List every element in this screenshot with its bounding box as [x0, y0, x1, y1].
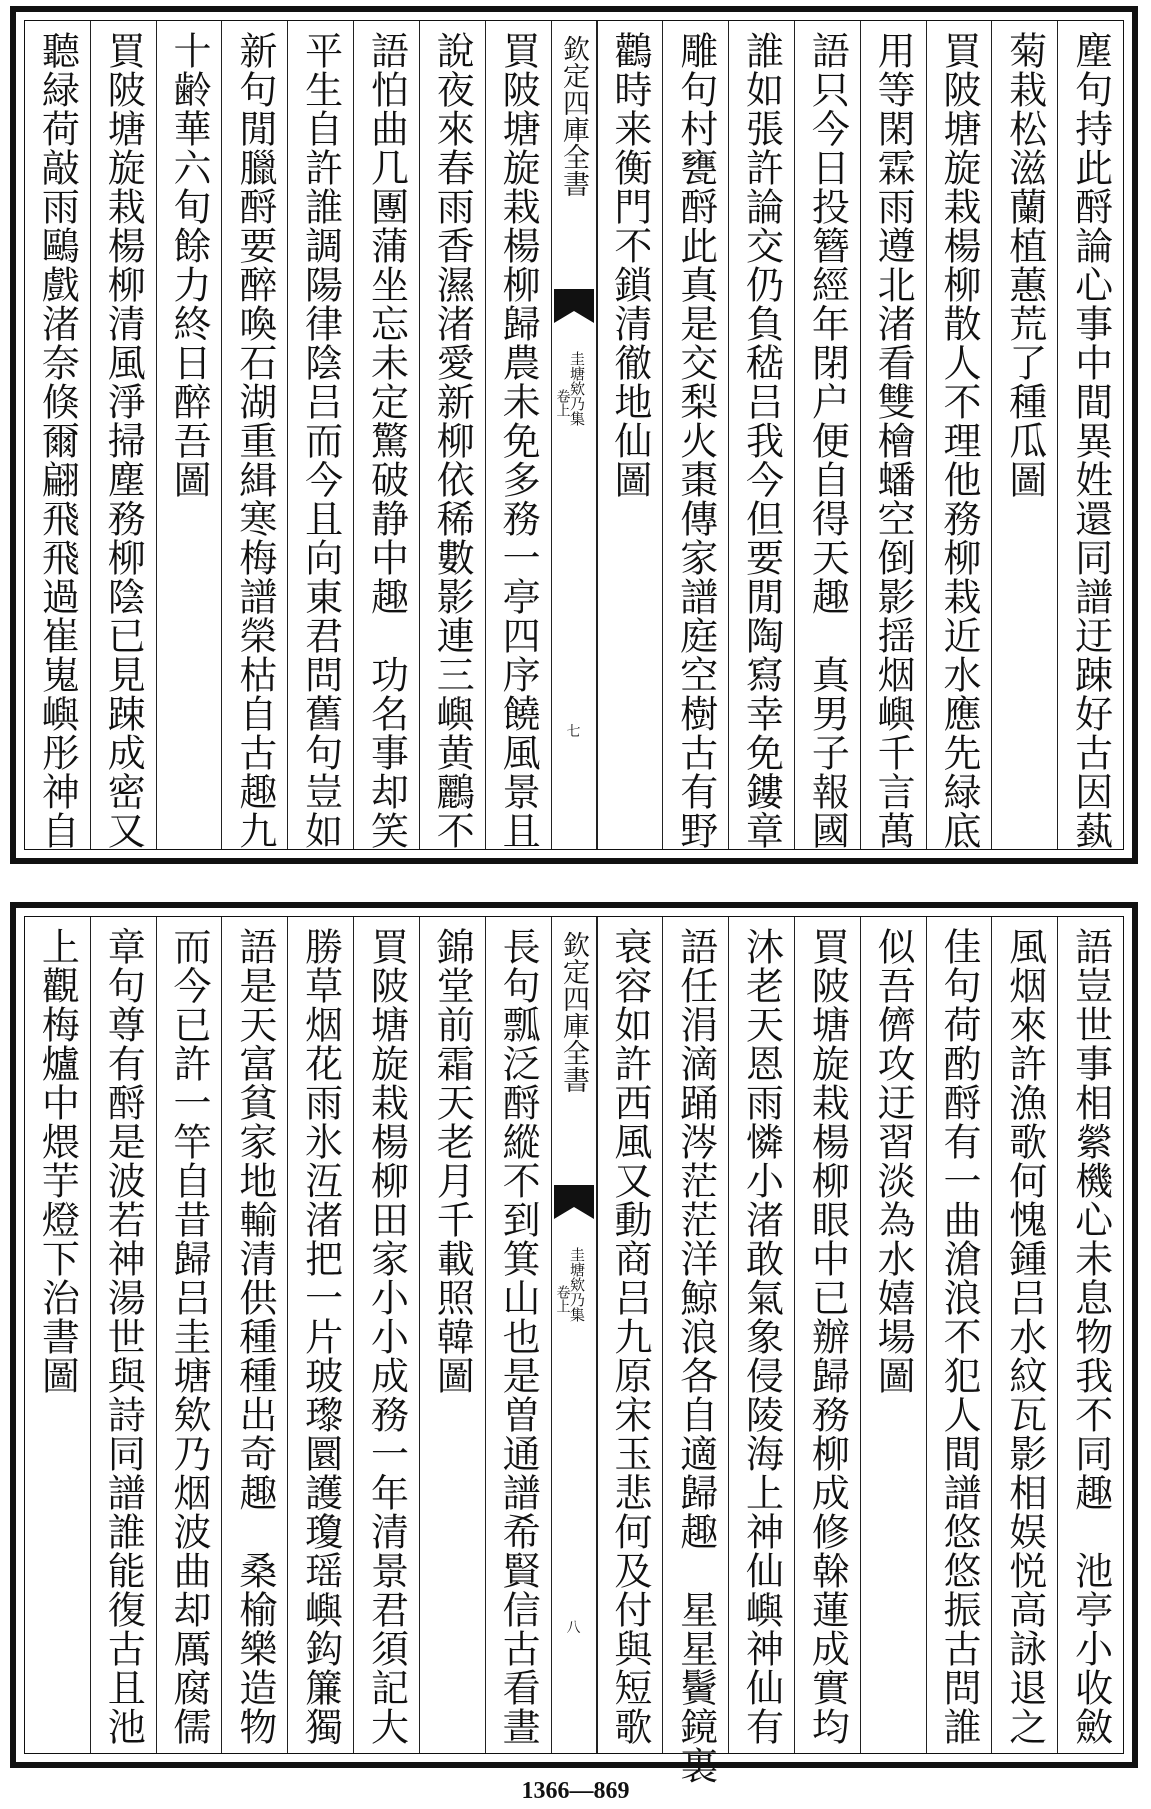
center-fold-column — [551, 21, 597, 849]
volume-label: 卷上 — [554, 1285, 571, 1313]
column-text: 風烟來許漁歌何愧鍾吕水紋瓦影相娱悦高詠退之 — [1002, 927, 1047, 1746]
text-column — [991, 917, 1057, 1753]
column-text: 買陂塘旋栽楊柳散人不理他務柳栽近水應先緑底 — [936, 31, 981, 850]
text-column — [485, 21, 551, 849]
column-text: 長句瓢泛酹縱不到箕山也是曽通譜希賢信古看晝 — [496, 927, 541, 1746]
column-text: 佳句荷酌酹有一曲滄浪不犯人間譜悠悠振古問誰 — [936, 927, 981, 1746]
volume-label: 卷上 — [554, 389, 571, 417]
column-text: 平生自許誰調陽律陰吕而今且向東君問舊句豈如 — [298, 31, 343, 850]
text-column — [728, 21, 794, 849]
text-column — [662, 21, 728, 849]
bottom-page-columns — [25, 917, 1123, 1785]
fish-tail-mark — [554, 1185, 594, 1207]
page-number: 七 — [566, 724, 581, 740]
text-column — [860, 917, 926, 1753]
column-text: 聽緑荷敲雨鷗戲渚奈倏爾翩飛飛過崔嵬嶼彤神自 — [35, 31, 80, 850]
column-text: 語豈世事相縈機心未息物我不同趣 池亭小收斂 — [1068, 927, 1113, 1746]
library-title: 欽定四庫全書 — [558, 931, 589, 1093]
text-column — [353, 917, 419, 1753]
fish-tail-mark — [554, 289, 594, 311]
text-column — [728, 917, 794, 1753]
column-text: 菊栽松滋蘭植蕙荒了種瓜圖 — [1002, 31, 1047, 499]
column-text: 錦堂前霜天老月千載照韓圖 — [430, 927, 475, 1395]
column-text: 衰容如許西風又動商吕九原宋玉悲何及付與短歌 — [607, 927, 652, 1746]
text-column — [287, 21, 353, 849]
column-text: 塵句持此酹論心事中間異姓還同譜迂踈好古因蓺 — [1068, 31, 1113, 850]
text-column — [485, 917, 551, 1753]
column-text: 勝草烟花雨氷沍渚把一片玻瓈圜護瓊瑶嶼鈎簾獨 — [298, 927, 343, 1746]
center-fold-column — [551, 917, 597, 1753]
text-column — [926, 21, 992, 849]
text-column — [794, 21, 860, 849]
text-column — [221, 21, 287, 849]
column-text: 章句尊有酹是波若神湯世與詩同譜誰能復古且池 — [101, 927, 146, 1746]
column-text: 語只今日投簪經年閉户便自得天趣 真男子報國 — [805, 31, 850, 850]
column-text: 買陂塘旋栽楊柳眼中已辦歸務柳成修榦蓮成實均 — [805, 927, 850, 1746]
text-column — [419, 21, 485, 849]
column-text: 上觀梅爐中煨芋燈下治書圖 — [35, 927, 80, 1395]
text-column — [419, 917, 485, 1753]
column-text: 說夜來春雨香濕渚愛新柳依稀數影連三嶼黄鸝不 — [430, 31, 475, 850]
text-column — [662, 917, 728, 1785]
text-column — [25, 21, 90, 849]
text-column — [156, 917, 222, 1753]
column-text: 新句閒臘酹要醉喚石湖重緝寒梅譜榮枯自古趣九 — [232, 31, 277, 850]
column-text: 語怕曲几團蒲坐忘未定驚破静中趣 功名事却笑 — [364, 31, 409, 850]
text-column — [353, 21, 419, 849]
column-text: 買陂塘旋栽楊柳歸農未免多務一亭四序饒風景且 — [496, 31, 541, 850]
column-text: 鸛時来衡門不鎖清徹地仙圖 — [607, 31, 652, 499]
column-text: 用等閑霖雨遵北渚看雙檜蟠空倒影揺烟嶼千言萬 — [871, 31, 916, 850]
book-title: 圭塘欸乃集 — [568, 1247, 587, 1322]
bottom-page — [10, 902, 1138, 1785]
column-text: 十齢華六旬餘力終日醉吾圖 — [167, 31, 212, 499]
bottom-page-frame — [24, 916, 1124, 1785]
catalog-number: 1366—869 — [521, 1778, 630, 1804]
text-column — [860, 21, 926, 849]
column-text: 雕句村甕酹此真是交梨火棗傳家譜庭空樹古有野 — [673, 31, 718, 850]
top-page-frame — [24, 20, 1124, 850]
column-text: 誰如張許論交仍負嵇吕我今但要閒陶寫幸免鏤章 — [739, 31, 784, 850]
book-title: 圭塘欸乃集 — [568, 351, 587, 426]
text-column — [991, 21, 1057, 849]
text-column — [597, 917, 663, 1753]
column-text: 語任涓滴踊涔茫茫洋鯨浪各自適歸趣 星星鬢鏡裏 — [673, 927, 718, 1785]
column-text: 似吾儕攻迂習淡為水嬉場圖 — [871, 927, 916, 1395]
text-column — [1057, 21, 1123, 849]
text-column — [287, 917, 353, 1753]
text-column — [90, 21, 156, 849]
column-text: 沐老天恩雨憐小渚敢氣象侵陵海上神仙嶼神仙有 — [739, 927, 784, 1746]
top-page — [10, 6, 1138, 864]
column-text: 而今已許一竿自昔歸吕圭塘欸乃烟波曲却厲腐儒 — [167, 927, 212, 1746]
column-text: 語是天富貧家地輸清供種種出奇趣 桑榆樂造物 — [232, 927, 277, 1746]
text-column — [90, 917, 156, 1753]
column-text: 買陂塘旋栽楊柳清風淨掃塵務柳陰已見踈成密又 — [101, 31, 146, 850]
text-column — [794, 917, 860, 1753]
column-text: 買陂塘旋栽楊柳田家小小成務一年清景君須記大 — [364, 927, 409, 1746]
text-column — [221, 917, 287, 1753]
top-page-columns — [25, 21, 1123, 849]
text-column — [156, 21, 222, 849]
page-number: 八 — [566, 1620, 581, 1636]
text-column — [597, 21, 663, 849]
text-column — [25, 917, 90, 1753]
library-title: 欽定四庫全書 — [558, 35, 589, 197]
text-column — [926, 917, 992, 1753]
text-column — [1057, 917, 1123, 1753]
